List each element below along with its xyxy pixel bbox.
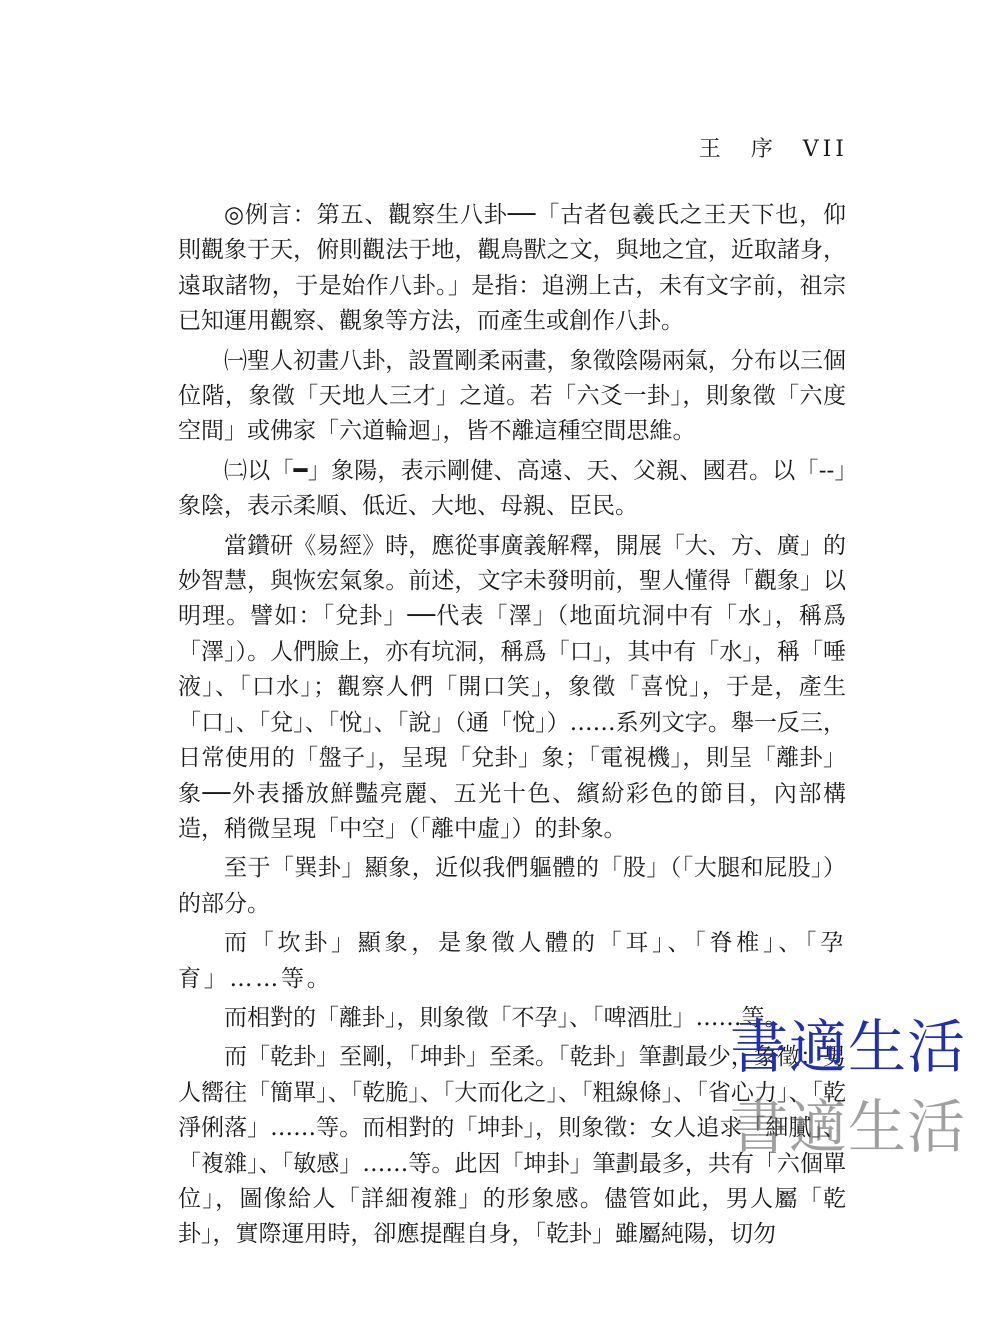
watermark-logo-shadow: 書適生活 <box>730 1093 967 1161</box>
paragraph: 而「乾卦」至剛，「坤卦」至柔。「乾卦」筆劃最少，象徵：男人嚮往「簡單」、「乾脆」、「大而化之」、「粗線條」、「省心力」、「乾淨俐落」……等。而相對的「坤卦」，則象徵：女人追求「細膩」、「複雜」、「敏感」……等。此因「坤卦」筆劃最多，共有「六個單位」，圖像給人「詳細複雜」的形象感。儘管如此，男人屬「乾卦」，實際運用時，卻應提醒自身，「乾卦」雖屬純陽，切勿 <box>178 1044 846 1248</box>
paragraph: ◎例言：第五、觀察生八卦──「古者包羲氏之王天下也，仰則觀象于天，俯則觀法于地，觀鳥獸之文，與地之宜，近取諸身，遠取諸物，于是始作八卦。」是指：追溯上古，未有文字前，祖宗已知運用觀察、觀象等方法，而產生或創作八卦。 <box>178 202 846 335</box>
running-head: 王 序 VII <box>698 137 848 162</box>
paragraph: 至于「巽卦」顯象，近似我們軀體的「股」（「大腿和屁股」）的部分。 <box>178 855 846 917</box>
paragraph: 而「坎卦」顯象，是象徵人體的「耳」、「脊椎」、「孕育」……等。 <box>178 930 846 992</box>
watermark-logo: 書適生活 <box>730 1013 967 1081</box>
paragraph: ㈠聖人初畫八卦，設置剛柔兩畫，象徵陰陽兩氣，分布以三個位階，象徵「天地人三才」之道。若「六爻一卦」，則象徵「六度空間」或佛家「六道輪迴」，皆不離這種空間思維。 <box>178 347 846 445</box>
paragraph: ㈡以「━」象陽，表示剛健、高遠、天、父親、國君。以「--」象陰，表示柔順、低近、大地、母親、臣民。 <box>178 457 846 520</box>
paragraph: 而相對的「離卦」，則象徵「不孕」、「啤酒肚」……等。 <box>224 1004 788 1031</box>
paragraph: 當鑽研《易經》時，應從事廣義解釋，開展「大、方、廣」的妙智慧，與恢宏氣象。前述，文字未發明前，聖人懂得「觀象」以明理。譬如：「兌卦」──代表「澤」（地面坑洞中有「水」，稱爲「澤」）。人們臉上，亦有坑洞，稱爲「口」，其中有「水」，稱「唾液」、「口水」；觀察人們「開口笑」，象徵「喜悅」，于是，產生「口」、「兌」、「悅」、「說」（通「悅」）……系列文字。舉一反三，日常使用的「盤子」，呈現「兌卦」象；「電視機」，則呈「離卦」象──外表播放鮮豔亮麗、五光十色、繽紛彩色的節目，內部構造，稍微呈現「中空」（「離中虛」）的卦象。 <box>178 532 846 842</box>
